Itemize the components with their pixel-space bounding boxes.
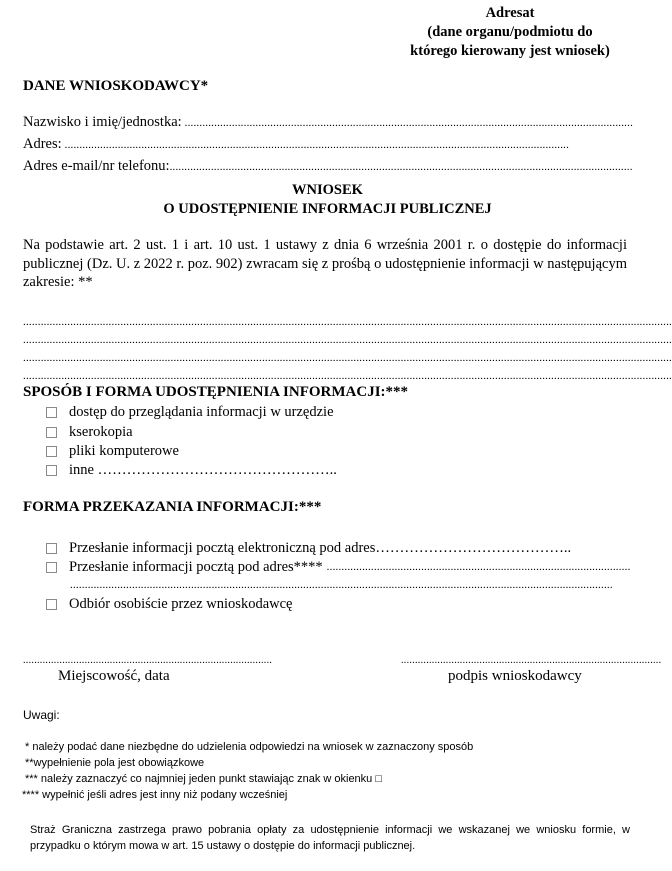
contact-label: Adres e-mail/nr telefonu: — [23, 158, 170, 174]
method-option-photocopy[interactable] — [46, 422, 133, 442]
delivery-option-label: Przesłanie informacji pocztą pod adres**** — [69, 558, 323, 575]
delivery-option-label: Przesłanie informacji pocztą elektroniczną pod adres………………………………….. — [69, 539, 572, 556]
note-item: * należy podać dane niezbędne do udzielenia odpowiedzi na wniosek w zaznaczony sposób — [25, 741, 474, 753]
form-title: WNIOSEK — [292, 182, 363, 198]
scope-line[interactable]: ............................................................................................................................................................................................................................ — [23, 316, 672, 328]
note-item: **** wypełnić jeśli adres jest inny niż podany wcześniej — [22, 789, 288, 801]
delivery-option-pickup[interactable] — [46, 594, 292, 614]
addressee-hint-line2: którego kierowany jest wniosek) — [410, 43, 610, 59]
checkbox[interactable] — [46, 562, 57, 573]
request-paragraph: Na podstawie art. 2 ust. 1 i art. 10 ust. 1 ustawy z dnia 6 września 2001 r. o dostępie do informacji publicznej (Dz. U. z 2022 r. poz. 902) zwracam się z prośbą o udostępnienie informacji w następującym zakresie: ** — [23, 237, 627, 290]
place-date-line[interactable]: ......................................................................................... — [23, 655, 273, 666]
name-dotted-line: ........................................................................................................................................................ — [181, 117, 634, 129]
delivery-heading: FORMA PRZEKAZANIA INFORMACJI:*** — [23, 499, 322, 515]
signature-label: podpis wnioskodawcy — [448, 668, 582, 684]
address-dotted-line: ........................................................................................................................................................................... — [61, 139, 570, 151]
scope-line[interactable]: ............................................................................................................................................................................................................................ — [23, 370, 672, 382]
name-label: Nazwisko i imię/jednostka: — [23, 114, 182, 130]
checkbox[interactable] — [46, 427, 57, 438]
note-item: **wypełnienie pola jest obowiązkowe — [25, 757, 205, 769]
addressee-block — [395, 4, 625, 61]
addressee-hint-line1: (dane organu/podmiotu do — [427, 24, 593, 40]
notes-heading: Uwagi: — [23, 708, 60, 722]
delivery-option-email[interactable] — [46, 538, 571, 558]
checkbox[interactable] — [46, 543, 57, 554]
method-option-label: dostęp do przeglądania informacji w urzędzie — [69, 403, 334, 420]
scope-line[interactable]: ............................................................................................................................................................................................................................ — [23, 352, 672, 364]
addressee-title: Adresat — [485, 5, 535, 21]
delivery-option-label: Odbiór osobiście przez wnioskodawcę — [69, 595, 293, 612]
method-option-view[interactable] — [46, 402, 334, 422]
method-heading: SPOSÓB I FORMA UDOSTĘPNIENIA INFORMACJI:*** — [23, 384, 409, 400]
name-field[interactable] — [23, 114, 634, 134]
checkbox[interactable] — [46, 446, 57, 457]
checkbox[interactable] — [46, 599, 57, 610]
fee-notice: Straż Graniczna zastrzega prawo pobrania opłaty za udostępnienie informacji we wskazanej we wniosku formie, w przypadku o którym mowa w art. 15 ustawy o dostępie do informacji publicznej. — [30, 824, 630, 852]
contact-dotted-line: ............................................................................................................................................................. — [169, 161, 633, 173]
method-option-label: kserokopia — [69, 423, 133, 440]
checkbox[interactable] — [46, 465, 57, 476]
place-date-label: Miejscowość, data — [58, 668, 170, 684]
note-item: *** należy zaznaczyć co najmniej jeden punkt stawiając znak w okienku □ — [25, 773, 382, 785]
post-address-dotted-line: ....................................................................................................... — [326, 561, 631, 573]
address-label: Adres: — [23, 136, 62, 152]
signature-line[interactable]: ............................................................................................. — [401, 655, 662, 666]
post-address-line[interactable]: ........................................................................................................................................................................................ — [70, 579, 613, 591]
applicant-heading: DANE WNIOSKODAWCY* — [23, 78, 209, 94]
checkbox[interactable] — [46, 407, 57, 418]
method-option-other[interactable] — [46, 460, 337, 480]
address-field[interactable] — [23, 136, 621, 156]
contact-field[interactable] — [23, 158, 633, 178]
scope-line[interactable]: ............................................................................................................................................................................................................................ — [23, 334, 672, 346]
method-option-label: inne ………………………………………….. — [69, 461, 337, 478]
method-option-label: pliki komputerowe — [69, 442, 179, 459]
delivery-option-post[interactable] — [46, 557, 631, 577]
method-option-files[interactable] — [46, 441, 179, 461]
form-subtitle: O UDOSTĘPNIENIE INFORMACJI PUBLICZNEJ — [163, 201, 492, 217]
